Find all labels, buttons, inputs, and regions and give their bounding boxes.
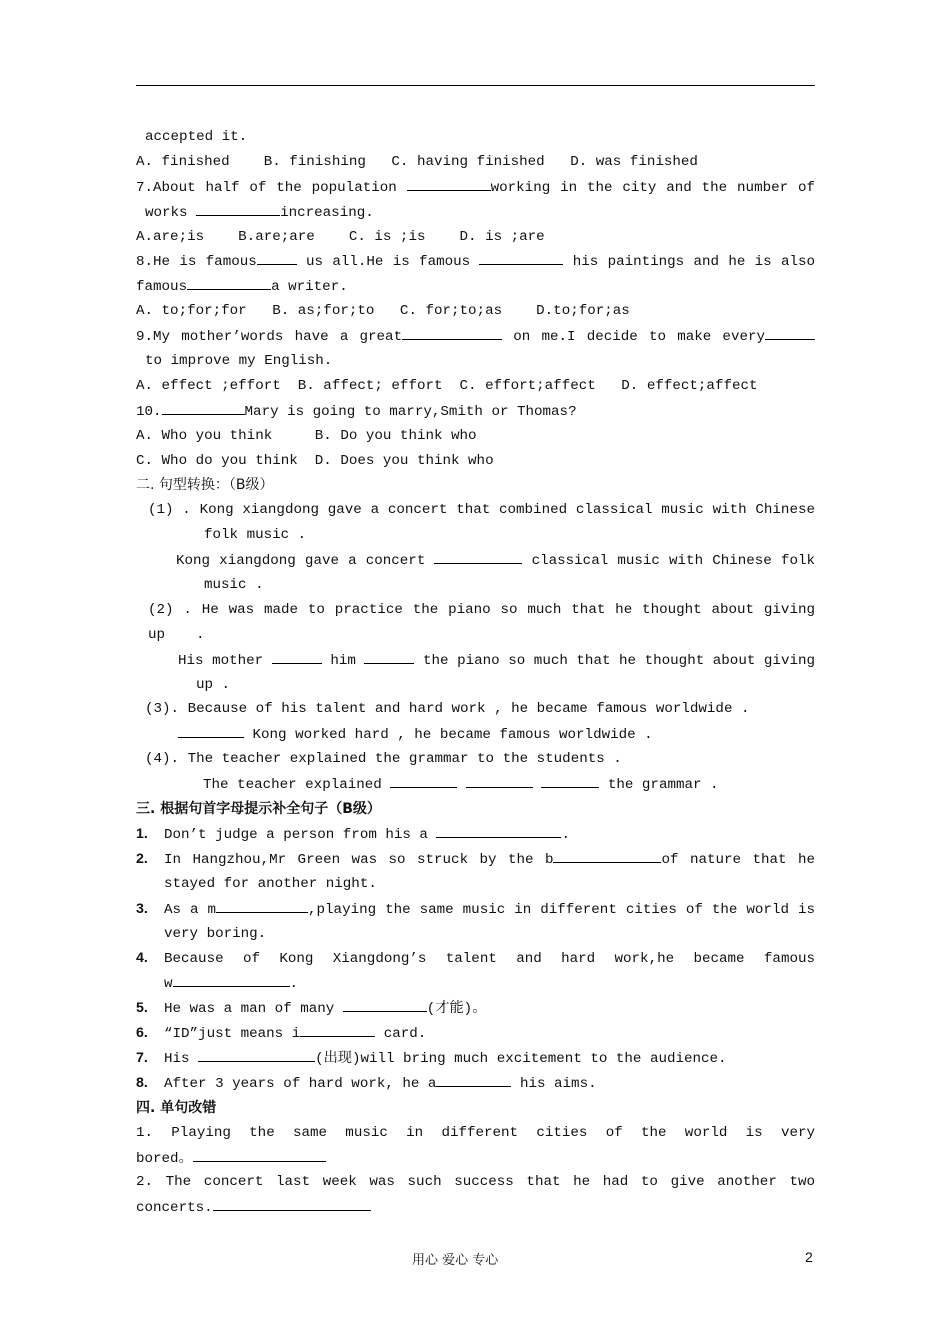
text-line — [136, 1146, 815, 1171]
options-q8: A. to;for;for B. as;for;to C. for;to;as D.to;for;as — [136, 303, 630, 320]
text: Because of Kong Xiangdong’s talent and hard work,he became famous — [164, 951, 815, 968]
item-number: 6. — [136, 1025, 148, 1042]
blank — [300, 1021, 375, 1037]
item-number: 5. — [136, 1000, 148, 1017]
text-line: accepted it. — [145, 129, 248, 145]
item-number: 1. — [136, 825, 148, 842]
text-line — [136, 274, 815, 299]
text: the piano so much that he thought about giving — [422, 652, 815, 669]
section-heading-2: 二. 句型转换：（B级） — [136, 477, 274, 494]
blank — [257, 249, 297, 265]
page-content — [136, 125, 815, 1220]
blank — [436, 1071, 511, 1087]
header-rule — [136, 85, 815, 86]
text: His mother — [178, 652, 264, 669]
text: of nature that he — [661, 851, 815, 868]
fill-1 — [136, 822, 815, 847]
blank — [553, 847, 661, 863]
text: 7.About half of the population — [136, 179, 397, 196]
blank — [162, 399, 245, 415]
text: concerts. — [136, 1200, 213, 1217]
blank — [343, 996, 427, 1012]
footer-motto: 用心 爱心 专心 — [412, 1253, 499, 1268]
fill-3 — [136, 897, 815, 922]
text-line: . — [196, 626, 205, 643]
blank — [436, 822, 561, 838]
transform-4-answer — [136, 772, 815, 797]
text: After 3 years of hard work, he a — [164, 1075, 437, 1092]
blank — [178, 722, 244, 738]
blank — [466, 772, 533, 788]
blank — [187, 274, 271, 290]
text: works — [145, 204, 188, 221]
text: us all.He is famous — [306, 254, 471, 271]
blank — [364, 648, 414, 664]
text: Kong worked hard , he became famous worldwide . — [252, 727, 653, 744]
text: his aims. — [519, 1075, 597, 1092]
transform-4: (4). The teacher explained the grammar to the students . — [145, 751, 622, 768]
text-line — [136, 1195, 815, 1220]
blank — [213, 1195, 371, 1211]
options-q9: A. effect ;effort B. affect; effort C. effort;affect D. effect;affect — [136, 377, 758, 394]
item-number: 2. — [136, 850, 148, 867]
text-line: folk music . — [204, 527, 307, 544]
blank — [272, 648, 322, 664]
text: the grammar . — [607, 777, 719, 794]
text: famous — [136, 279, 188, 296]
page-number: 2 — [805, 1249, 813, 1265]
transform-2-answer — [136, 648, 815, 673]
text: Don’t judge a person from his a — [164, 826, 428, 843]
blank — [434, 548, 522, 564]
section-heading-3: 三. 根据句首字母提示补全句子（B级） — [136, 801, 381, 818]
blank — [173, 971, 290, 987]
text-line: stayed for another night. — [164, 875, 377, 892]
text: “ID”just means i — [164, 1026, 301, 1043]
blank — [198, 1046, 315, 1062]
item-number: 3. — [136, 900, 148, 917]
item-number: 8. — [136, 1074, 148, 1091]
question-10 — [136, 399, 815, 424]
transform-1-answer — [136, 548, 815, 573]
blank — [390, 772, 457, 788]
text: him — [330, 652, 356, 669]
text: The teacher explained — [203, 777, 382, 794]
question-7 — [136, 175, 815, 200]
text: w — [164, 976, 173, 993]
transform-3-answer — [136, 722, 815, 747]
blank — [196, 200, 280, 216]
options-q10-b: C. Who do you think D. Does you think who — [136, 452, 494, 469]
text: He was a man of many — [164, 1001, 335, 1018]
text: 9.My mother’words have a great — [136, 329, 403, 346]
text-line: music . — [204, 577, 264, 594]
text: Mary is going to marry,Smith or Thomas? — [244, 403, 577, 420]
text: (才能)。 — [426, 1001, 487, 1018]
text-line: up . — [196, 676, 231, 693]
text: (出现)will bring much excitement to the audience. — [315, 1050, 727, 1067]
text-line — [136, 971, 815, 996]
fill-8 — [136, 1071, 815, 1096]
fill-7 — [136, 1046, 815, 1071]
blank — [407, 175, 491, 191]
text: card. — [383, 1026, 427, 1043]
text: 8.He is famous — [136, 254, 257, 271]
options-q6: A. finished B. finishing C. having finished D. was finished — [136, 153, 698, 170]
blank — [402, 324, 502, 340]
text: a writer. — [271, 279, 348, 296]
text: Kong xiangdong gave a concert — [176, 553, 426, 570]
item-number: 7. — [136, 1049, 148, 1066]
section-heading-4: 四. 单句改错 — [136, 1099, 217, 1116]
blank — [479, 249, 563, 265]
question-9 — [136, 324, 815, 349]
text: working in the city and the number of — [490, 179, 815, 196]
text: In Hangzhou,Mr Green was so struck by the b — [164, 851, 554, 868]
text: As a m — [164, 901, 217, 918]
question-8 — [136, 249, 815, 274]
text: classical music with Chinese folk — [531, 553, 815, 570]
text: increasing. — [280, 204, 374, 221]
text: His — [164, 1050, 190, 1067]
fill-5 — [136, 996, 815, 1021]
text-line: very boring. — [164, 925, 267, 942]
fill-2 — [136, 847, 815, 872]
transform-1: (1) . Kong xiangdong gave a concert that combined classical music with Chinese — [148, 502, 815, 519]
text: bored。 — [136, 1150, 193, 1167]
transform-3: (3). Because of his talent and hard work , he became famous worldwide . — [145, 701, 750, 718]
blank — [193, 1146, 326, 1162]
transform-2: (2) . He was made to practice the piano so much that he thought about giving up — [148, 601, 815, 643]
item-number: 4. — [136, 950, 148, 967]
text: . — [561, 826, 570, 843]
fill-6 — [136, 1021, 815, 1046]
text: his paintings and he is also — [572, 254, 816, 271]
text: ,playing the same music in different cities of the world is — [308, 901, 815, 918]
blank — [216, 897, 308, 913]
options-q10-a: A. Who you think B. Do you think who — [136, 427, 477, 444]
text: . — [289, 976, 299, 993]
correction-1: 1. Playing the same music in different cities of the world is very — [136, 1124, 815, 1141]
fill-4 — [136, 946, 815, 971]
correction-2: 2. The concert last week was such success that he had to give another two — [136, 1174, 815, 1191]
text-line: to improve my English. — [145, 353, 333, 370]
blank — [765, 324, 815, 340]
text: on me.I decide to make every — [513, 329, 766, 346]
text-line — [136, 200, 815, 225]
blank — [541, 772, 599, 788]
options-q7: A.are;is B.are;are C. is ;is D. is ;are — [136, 228, 545, 245]
text: 10. — [136, 403, 162, 420]
